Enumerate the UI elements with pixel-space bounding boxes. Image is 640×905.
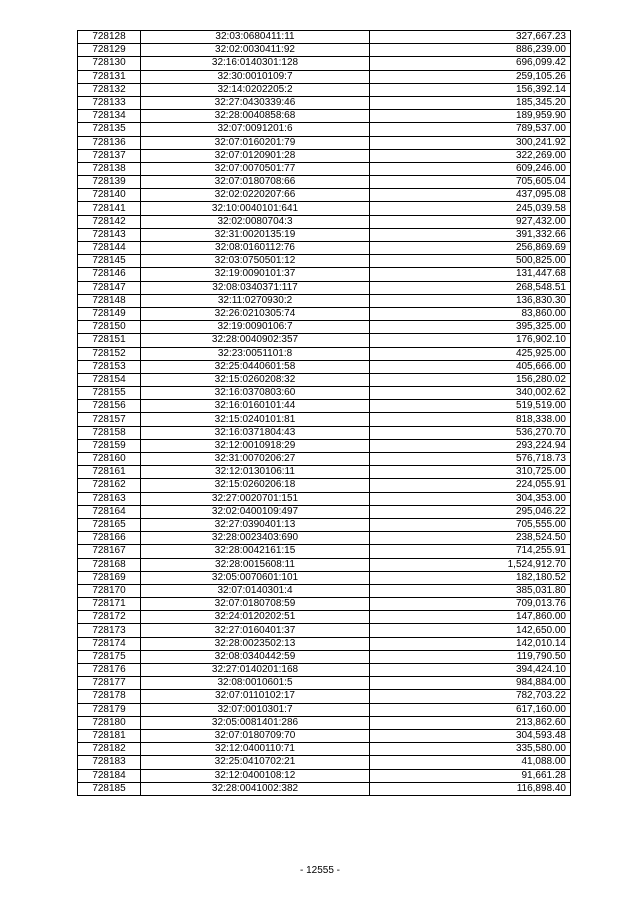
record-id-cell: 728130 — [78, 57, 141, 70]
table-row — [78, 268, 571, 281]
amount-cell: 136,830.30 — [370, 294, 571, 307]
record-id-cell: 728166 — [78, 532, 141, 545]
cadastral-code-cell: 32:16:0371804:43 — [141, 426, 370, 439]
table-row — [78, 716, 571, 729]
cadastral-code-cell: 32:08:0340371:117 — [141, 281, 370, 294]
cadastral-code-cell: 32:19:0090106:7 — [141, 321, 370, 334]
cadastral-code-cell: 32:07:0180708:59 — [141, 598, 370, 611]
cadastral-code-cell: 32:07:0120901:28 — [141, 149, 370, 162]
record-id-cell: 728183 — [78, 756, 141, 769]
record-id-cell: 728185 — [78, 782, 141, 795]
amount-cell: 245,039.58 — [370, 202, 571, 215]
table-row — [78, 334, 571, 347]
table-row — [78, 347, 571, 360]
table-row — [78, 413, 571, 426]
records-table — [77, 30, 571, 796]
cadastral-code-cell: 32:03:0680411:11 — [141, 31, 370, 44]
table-row — [78, 215, 571, 228]
amount-cell: 519,519.00 — [370, 400, 571, 413]
table-row — [78, 532, 571, 545]
cadastral-code-cell: 32:28:0015608:11 — [141, 558, 370, 571]
table-row — [78, 294, 571, 307]
amount-cell: 705,555.00 — [370, 518, 571, 531]
amount-cell: 304,353.00 — [370, 492, 571, 505]
cadastral-code-cell: 32:25:0410702:21 — [141, 756, 370, 769]
cadastral-code-cell: 32:28:0042161:15 — [141, 545, 370, 558]
table-row — [78, 83, 571, 96]
record-id-cell: 728178 — [78, 690, 141, 703]
table-row — [78, 611, 571, 624]
amount-cell: 886,239.00 — [370, 44, 571, 57]
amount-cell: 391,332.66 — [370, 228, 571, 241]
record-id-cell: 728128 — [78, 31, 141, 44]
table-row — [78, 31, 571, 44]
table-row — [78, 743, 571, 756]
record-id-cell: 728177 — [78, 677, 141, 690]
amount-cell: 340,002.62 — [370, 387, 571, 400]
table-row — [78, 505, 571, 518]
record-id-cell: 728144 — [78, 242, 141, 255]
cadastral-code-cell: 32:27:0390401:13 — [141, 518, 370, 531]
record-id-cell: 728139 — [78, 176, 141, 189]
amount-cell: 238,524.50 — [370, 532, 571, 545]
amount-cell: 293,224.94 — [370, 439, 571, 452]
cadastral-code-cell: 32:03:0750501:12 — [141, 255, 370, 268]
amount-cell: 182,180.52 — [370, 571, 571, 584]
cadastral-code-cell: 32:15:0260206:18 — [141, 479, 370, 492]
record-id-cell: 728147 — [78, 281, 141, 294]
table-row — [78, 242, 571, 255]
cadastral-code-cell: 32:02:0030411:92 — [141, 44, 370, 57]
amount-cell: 385,031.80 — [370, 584, 571, 597]
amount-cell: 185,345.20 — [370, 96, 571, 109]
amount-cell: 500,825.00 — [370, 255, 571, 268]
table-row — [78, 492, 571, 505]
amount-cell: 295,046.22 — [370, 505, 571, 518]
cadastral-code-cell: 32:27:0140201:168 — [141, 664, 370, 677]
cadastral-code-cell: 32:12:0400110:71 — [141, 743, 370, 756]
amount-cell: 156,280.02 — [370, 373, 571, 386]
table-row — [78, 637, 571, 650]
amount-cell: 189,959.90 — [370, 110, 571, 123]
record-id-cell: 728148 — [78, 294, 141, 307]
table-row — [78, 123, 571, 136]
record-id-cell: 728155 — [78, 387, 141, 400]
cadastral-code-cell: 32:27:0430339:46 — [141, 96, 370, 109]
cadastral-code-cell: 32:31:0070206:27 — [141, 453, 370, 466]
amount-cell: 131,447.68 — [370, 268, 571, 281]
table-row — [78, 466, 571, 479]
record-id-cell: 728136 — [78, 136, 141, 149]
record-id-cell: 728159 — [78, 439, 141, 452]
table-row — [78, 756, 571, 769]
record-id-cell: 728149 — [78, 307, 141, 320]
cadastral-code-cell: 32:23:0051101:8 — [141, 347, 370, 360]
cadastral-code-cell: 32:16:0370803:60 — [141, 387, 370, 400]
table-row — [78, 782, 571, 795]
cadastral-code-cell: 32:02:0400109:497 — [141, 505, 370, 518]
cadastral-code-cell: 32:07:0180709:70 — [141, 729, 370, 742]
amount-cell: 394,424.10 — [370, 664, 571, 677]
table-row — [78, 664, 571, 677]
cadastral-code-cell: 32:28:0023403:690 — [141, 532, 370, 545]
record-id-cell: 728182 — [78, 743, 141, 756]
table-row — [78, 690, 571, 703]
amount-cell: 91,661.28 — [370, 769, 571, 782]
record-id-cell: 728146 — [78, 268, 141, 281]
amount-cell: 310,725.00 — [370, 466, 571, 479]
record-id-cell: 728174 — [78, 637, 141, 650]
cadastral-code-cell: 32:28:0023502:13 — [141, 637, 370, 650]
cadastral-code-cell: 32:08:0010601:5 — [141, 677, 370, 690]
cadastral-code-cell: 32:10:0040101:641 — [141, 202, 370, 215]
amount-cell: 927,432.00 — [370, 215, 571, 228]
amount-cell: 395,325.00 — [370, 321, 571, 334]
table-row — [78, 228, 571, 241]
table-row — [78, 518, 571, 531]
cadastral-code-cell: 32:16:0160101:44 — [141, 400, 370, 413]
amount-cell: 304,593.48 — [370, 729, 571, 742]
record-id-cell: 728153 — [78, 360, 141, 373]
table-row — [78, 189, 571, 202]
cadastral-code-cell: 32:08:0340442:59 — [141, 650, 370, 663]
table-row — [78, 176, 571, 189]
table-row — [78, 96, 571, 109]
amount-cell: 714,255.91 — [370, 545, 571, 558]
amount-cell: 425,925.00 — [370, 347, 571, 360]
record-id-cell: 728157 — [78, 413, 141, 426]
cadastral-code-cell: 32:28:0040902:357 — [141, 334, 370, 347]
record-id-cell: 728161 — [78, 466, 141, 479]
table-row — [78, 110, 571, 123]
table-row — [78, 571, 571, 584]
amount-cell: 984,884.00 — [370, 677, 571, 690]
table-row — [78, 44, 571, 57]
amount-cell: 327,667.23 — [370, 31, 571, 44]
cadastral-code-cell: 32:08:0160112:76 — [141, 242, 370, 255]
amount-cell: 696,099.42 — [370, 57, 571, 70]
record-id-cell: 728168 — [78, 558, 141, 571]
amount-cell: 576,718.73 — [370, 453, 571, 466]
table-row — [78, 598, 571, 611]
record-id-cell: 728138 — [78, 162, 141, 175]
cadastral-code-cell: 32:07:0110102:17 — [141, 690, 370, 703]
record-id-cell: 728180 — [78, 716, 141, 729]
record-id-cell: 728133 — [78, 96, 141, 109]
record-id-cell: 728169 — [78, 571, 141, 584]
table-row — [78, 255, 571, 268]
cadastral-code-cell: 32:27:0020701:151 — [141, 492, 370, 505]
record-id-cell: 728160 — [78, 453, 141, 466]
amount-cell: 609,246.00 — [370, 162, 571, 175]
amount-cell: 818,338.00 — [370, 413, 571, 426]
cadastral-code-cell: 32:07:0010301:7 — [141, 703, 370, 716]
record-id-cell: 728163 — [78, 492, 141, 505]
table-row — [78, 136, 571, 149]
record-id-cell: 728135 — [78, 123, 141, 136]
amount-cell: 116,898.40 — [370, 782, 571, 795]
record-id-cell: 728179 — [78, 703, 141, 716]
amount-cell: 335,580.00 — [370, 743, 571, 756]
amount-cell: 119,790.50 — [370, 650, 571, 663]
cadastral-code-cell: 32:07:0091201:6 — [141, 123, 370, 136]
record-id-cell: 728167 — [78, 545, 141, 558]
amount-cell: 213,862.60 — [370, 716, 571, 729]
table-row — [78, 545, 571, 558]
amount-cell: 224,055.91 — [370, 479, 571, 492]
amount-cell: 142,650.00 — [370, 624, 571, 637]
cadastral-code-cell: 32:12:0010918:29 — [141, 439, 370, 452]
record-id-cell: 728170 — [78, 584, 141, 597]
amount-cell: 322,269.00 — [370, 149, 571, 162]
amount-cell: 617,160.00 — [370, 703, 571, 716]
amount-cell: 536,270.70 — [370, 426, 571, 439]
table-row — [78, 70, 571, 83]
record-id-cell: 728171 — [78, 598, 141, 611]
amount-cell: 147,860.00 — [370, 611, 571, 624]
cadastral-code-cell: 32:07:0140301:4 — [141, 584, 370, 597]
table-row — [78, 387, 571, 400]
record-id-cell: 728164 — [78, 505, 141, 518]
cadastral-code-cell: 32:30:0010109:7 — [141, 70, 370, 83]
amount-cell: 142,010.14 — [370, 637, 571, 650]
record-id-cell: 728132 — [78, 83, 141, 96]
amount-cell: 405,666.00 — [370, 360, 571, 373]
record-id-cell: 728158 — [78, 426, 141, 439]
record-id-cell: 728140 — [78, 189, 141, 202]
table-row — [78, 439, 571, 452]
table-row — [78, 677, 571, 690]
cadastral-code-cell: 32:26:0210305:74 — [141, 307, 370, 320]
table-row — [78, 360, 571, 373]
cadastral-code-cell: 32:25:0440601:58 — [141, 360, 370, 373]
cadastral-code-cell: 32:02:0220207:66 — [141, 189, 370, 202]
cadastral-code-cell: 32:11:0270930:2 — [141, 294, 370, 307]
amount-cell: 300,241.92 — [370, 136, 571, 149]
table-row — [78, 307, 571, 320]
cadastral-code-cell: 32:27:0160401:37 — [141, 624, 370, 637]
table-row — [78, 281, 571, 294]
record-id-cell: 728151 — [78, 334, 141, 347]
table-row — [78, 729, 571, 742]
cadastral-code-cell: 32:14:0202205:2 — [141, 83, 370, 96]
cadastral-code-cell: 32:24:0120202:51 — [141, 611, 370, 624]
cadastral-code-cell: 32:02:0080704:3 — [141, 215, 370, 228]
record-id-cell: 728162 — [78, 479, 141, 492]
record-id-cell: 728175 — [78, 650, 141, 663]
record-id-cell: 728145 — [78, 255, 141, 268]
record-id-cell: 728152 — [78, 347, 141, 360]
record-id-cell: 728141 — [78, 202, 141, 215]
cadastral-code-cell: 32:28:0040858:68 — [141, 110, 370, 123]
table-row — [78, 400, 571, 413]
table-row — [78, 149, 571, 162]
table-row — [78, 373, 571, 386]
record-id-cell: 728173 — [78, 624, 141, 637]
cadastral-code-cell: 32:16:0140301:128 — [141, 57, 370, 70]
record-id-cell: 728165 — [78, 518, 141, 531]
cadastral-code-cell: 32:07:0070501:77 — [141, 162, 370, 175]
table-row — [78, 57, 571, 70]
cadastral-code-cell: 32:07:0180708:66 — [141, 176, 370, 189]
record-id-cell: 728172 — [78, 611, 141, 624]
amount-cell: 705,605.04 — [370, 176, 571, 189]
table-row — [78, 558, 571, 571]
amount-cell: 782,703.22 — [370, 690, 571, 703]
cadastral-code-cell: 32:07:0160201:79 — [141, 136, 370, 149]
amount-cell: 789,537.00 — [370, 123, 571, 136]
amount-cell: 709,013.76 — [370, 598, 571, 611]
cadastral-code-cell: 32:15:0260208:32 — [141, 373, 370, 386]
amount-cell: 1,524,912.70 — [370, 558, 571, 571]
table-row — [78, 453, 571, 466]
record-id-cell: 728134 — [78, 110, 141, 123]
amount-cell: 41,088.00 — [370, 756, 571, 769]
table-row — [78, 624, 571, 637]
table-row — [78, 650, 571, 663]
cadastral-code-cell: 32:31:0020135:19 — [141, 228, 370, 241]
record-id-cell: 728150 — [78, 321, 141, 334]
table-row — [78, 769, 571, 782]
page-number: - 12555 - — [299, 865, 341, 876]
cadastral-code-cell: 32:05:0081401:286 — [141, 716, 370, 729]
table-row — [78, 162, 571, 175]
amount-cell: 437,095.08 — [370, 189, 571, 202]
cadastral-code-cell: 32:12:0130106:11 — [141, 466, 370, 479]
record-id-cell: 728143 — [78, 228, 141, 241]
amount-cell: 176,902.10 — [370, 334, 571, 347]
table-row — [78, 703, 571, 716]
table-row — [78, 584, 571, 597]
cadastral-code-cell: 32:15:0240101:81 — [141, 413, 370, 426]
table-row — [78, 479, 571, 492]
table-row — [78, 202, 571, 215]
record-id-cell: 728137 — [78, 149, 141, 162]
record-id-cell: 728184 — [78, 769, 141, 782]
record-id-cell: 728176 — [78, 664, 141, 677]
record-id-cell: 728156 — [78, 400, 141, 413]
cadastral-code-cell: 32:12:0400108:12 — [141, 769, 370, 782]
record-id-cell: 728181 — [78, 729, 141, 742]
record-id-cell: 728129 — [78, 44, 141, 57]
records-table-body — [78, 31, 571, 796]
amount-cell: 256,869.69 — [370, 242, 571, 255]
amount-cell: 259,105.26 — [370, 70, 571, 83]
amount-cell: 268,548.51 — [370, 281, 571, 294]
cadastral-code-cell: 32:28:0041002:382 — [141, 782, 370, 795]
table-row — [78, 426, 571, 439]
record-id-cell: 728131 — [78, 70, 141, 83]
amount-cell: 156,392.14 — [370, 83, 571, 96]
table-row — [78, 321, 571, 334]
record-id-cell: 728142 — [78, 215, 141, 228]
cadastral-code-cell: 32:19:0090101:37 — [141, 268, 370, 281]
cadastral-code-cell: 32:05:0070601:101 — [141, 571, 370, 584]
record-id-cell: 728154 — [78, 373, 141, 386]
amount-cell: 83,860.00 — [370, 307, 571, 320]
